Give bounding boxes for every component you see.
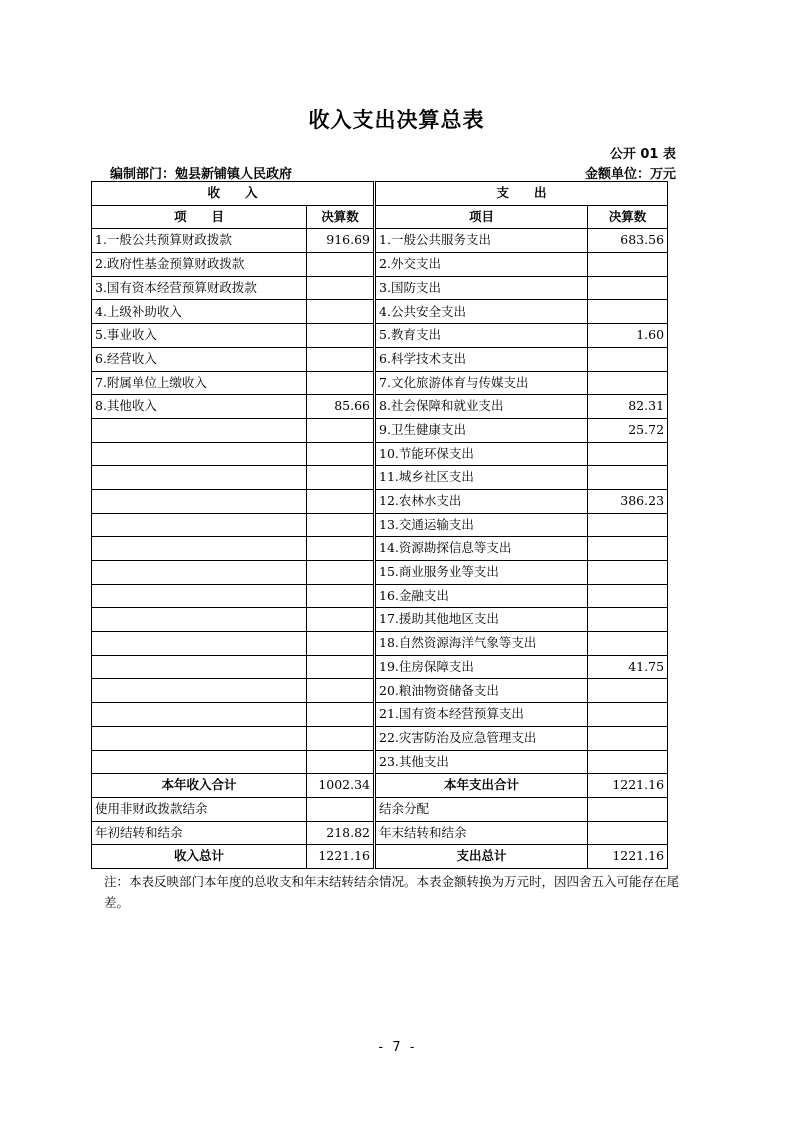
expense-item-cell: 6.科学技术支出 xyxy=(375,347,588,371)
expense-item-cell: 结余分配 xyxy=(375,797,588,821)
income-item-cell: 使用非财政拨款结余 xyxy=(92,797,307,821)
page-number: - 7 - xyxy=(376,1040,417,1055)
table-row xyxy=(92,845,668,869)
table-row xyxy=(92,632,668,656)
income-amount-cell: 1221.16 xyxy=(307,845,375,869)
table-row xyxy=(92,229,668,253)
income-amount-cell xyxy=(307,750,375,774)
expense-amount-cell xyxy=(588,537,668,561)
expense-item-cell: 3.国防支出 xyxy=(375,276,588,300)
expense-item-cell: 年末结转和结余 xyxy=(375,821,588,845)
expense-amount-cell xyxy=(588,300,668,324)
income-item-cell xyxy=(92,655,307,679)
expense-amount-cell xyxy=(588,466,668,490)
income-expense-table xyxy=(91,181,668,869)
expense-item-cell: 1.一般公共服务支出 xyxy=(375,229,588,253)
income-amount-cell xyxy=(307,489,375,513)
table-row xyxy=(92,726,668,750)
table-title: 收入支出决算总表 xyxy=(308,108,485,132)
income-amount-cell: 916.69 xyxy=(307,229,375,253)
income-item-cell: 2.政府性基金预算财政拨款 xyxy=(92,253,307,277)
table-row xyxy=(92,418,668,442)
expense-amount-cell xyxy=(588,797,668,821)
table-row xyxy=(92,489,668,513)
income-item-cell xyxy=(92,561,307,585)
income-item-cell xyxy=(92,466,307,490)
table-row xyxy=(92,679,668,703)
expense-amount-cell: 1221.16 xyxy=(588,774,668,798)
income-amount-header: 决算数 xyxy=(307,205,375,229)
form-number: 公开 01 表 xyxy=(609,147,676,162)
income-item-cell xyxy=(92,608,307,632)
income-amount-cell xyxy=(307,371,375,395)
table-row xyxy=(92,584,668,608)
income-amount-cell xyxy=(307,324,375,348)
income-amount-cell xyxy=(307,276,375,300)
expense-item-cell: 15.商业服务业等支出 xyxy=(375,561,588,585)
income-item-cell: 3.国有资本经营预算财政拨款 xyxy=(92,276,307,300)
income-item-cell: 5.事业收入 xyxy=(92,324,307,348)
expense-item-cell: 19.住房保障支出 xyxy=(375,655,588,679)
income-amount-cell xyxy=(307,418,375,442)
table-row xyxy=(92,347,668,371)
table-row xyxy=(92,395,668,419)
income-item-cell: 1.一般公共预算财政拨款 xyxy=(92,229,307,253)
expense-amount-cell xyxy=(588,276,668,300)
expense-item-cell: 13.交通运输支出 xyxy=(375,513,588,537)
expense-amount-cell: 25.72 xyxy=(588,418,668,442)
income-item-cell xyxy=(92,726,307,750)
expense-amount-cell xyxy=(588,821,668,845)
income-amount-cell: 85.66 xyxy=(307,395,375,419)
table-row xyxy=(92,442,668,466)
income-item-cell xyxy=(92,418,307,442)
table-row xyxy=(92,371,668,395)
expense-amount-cell xyxy=(588,561,668,585)
footnote: 注：本表反映部门本年度的总收支和年末结转结余情况。本表金额转换为万元时，因四舍五入可能存在尾差。 xyxy=(104,874,680,910)
table-row xyxy=(92,324,668,348)
table-row xyxy=(92,655,668,679)
expense-amount-cell xyxy=(588,371,668,395)
income-amount-cell xyxy=(307,797,375,821)
expense-item-cell: 20.粮油物资储备支出 xyxy=(375,679,588,703)
section-header-row xyxy=(92,182,668,206)
table-row xyxy=(92,797,668,821)
table-row xyxy=(92,276,668,300)
expense-amount-cell: 41.75 xyxy=(588,655,668,679)
income-item-cell: 7.附属单位上缴收入 xyxy=(92,371,307,395)
expense-amount-cell xyxy=(588,726,668,750)
income-amount-cell xyxy=(307,537,375,561)
income-amount-cell xyxy=(307,347,375,371)
income-item-cell: 收入总计 xyxy=(92,845,307,869)
income-item-cell xyxy=(92,489,307,513)
expense-item-cell: 10.节能环保支出 xyxy=(375,442,588,466)
expense-item-cell: 17.援助其他地区支出 xyxy=(375,608,588,632)
expense-item-cell: 8.社会保障和就业支出 xyxy=(375,395,588,419)
income-item-header: 项 目 xyxy=(92,205,307,229)
expense-item-cell: 16.金融支出 xyxy=(375,584,588,608)
expense-item-cell: 22.灾害防治及应急管理支出 xyxy=(375,726,588,750)
income-amount-cell xyxy=(307,466,375,490)
expense-amount-cell: 1221.16 xyxy=(588,845,668,869)
income-item-cell: 本年收入合计 xyxy=(92,774,307,798)
expense-item-cell: 4.公共安全支出 xyxy=(375,300,588,324)
expense-item-cell: 2.外交支出 xyxy=(375,253,588,277)
expense-amount-cell xyxy=(588,679,668,703)
income-amount-cell xyxy=(307,253,375,277)
income-item-cell: 6.经营收入 xyxy=(92,347,307,371)
income-amount-cell xyxy=(307,561,375,585)
expense-amount-cell xyxy=(588,347,668,371)
table-row xyxy=(92,513,668,537)
expense-amount-cell: 1.60 xyxy=(588,324,668,348)
expense-item-cell: 12.农林水支出 xyxy=(375,489,588,513)
income-item-cell xyxy=(92,537,307,561)
expense-section-header: 支 出 xyxy=(375,182,668,206)
income-item-cell: 4.上级补助收入 xyxy=(92,300,307,324)
income-item-cell xyxy=(92,513,307,537)
expense-item-cell: 11.城乡社区支出 xyxy=(375,466,588,490)
income-amount-cell xyxy=(307,584,375,608)
income-amount-cell: 1002.34 xyxy=(307,774,375,798)
income-amount-cell xyxy=(307,726,375,750)
expense-amount-cell xyxy=(588,442,668,466)
expense-amount-cell xyxy=(588,513,668,537)
department-label: 编制部门：勉县新铺镇人民政府 xyxy=(110,167,293,182)
expense-amount-cell xyxy=(588,703,668,727)
income-amount-cell xyxy=(307,679,375,703)
income-amount-cell xyxy=(307,703,375,727)
table-row xyxy=(92,821,668,845)
expense-item-cell: 9.卫生健康支出 xyxy=(375,418,588,442)
table-row xyxy=(92,561,668,585)
income-amount-cell: 218.82 xyxy=(307,821,375,845)
expense-item-cell: 支出总计 xyxy=(375,845,588,869)
income-item-cell xyxy=(92,703,307,727)
income-amount-cell xyxy=(307,655,375,679)
income-amount-cell xyxy=(307,513,375,537)
column-header-row xyxy=(92,205,668,229)
expense-item-cell: 7.文化旅游体育与传媒支出 xyxy=(375,371,588,395)
expense-amount-cell xyxy=(588,608,668,632)
income-item-cell xyxy=(92,584,307,608)
expense-amount-cell xyxy=(588,750,668,774)
income-amount-cell xyxy=(307,632,375,656)
expense-item-header: 项目 xyxy=(375,205,588,229)
income-item-cell xyxy=(92,679,307,703)
expense-item-cell: 18.自然资源海洋气象等支出 xyxy=(375,632,588,656)
amount-unit-label: 金额单位：万元 xyxy=(584,167,676,182)
table-row xyxy=(92,466,668,490)
income-amount-cell xyxy=(307,608,375,632)
table-row xyxy=(92,703,668,727)
table-row xyxy=(92,300,668,324)
income-item-cell: 8.其他收入 xyxy=(92,395,307,419)
income-section-header: 收 入 xyxy=(92,182,375,206)
expense-amount-cell xyxy=(588,584,668,608)
table-row xyxy=(92,774,668,798)
expense-amount-cell: 386.23 xyxy=(588,489,668,513)
expense-amount-cell: 82.31 xyxy=(588,395,668,419)
expense-item-cell: 5.教育支出 xyxy=(375,324,588,348)
expense-item-cell: 23.其他支出 xyxy=(375,750,588,774)
expense-amount-cell: 683.56 xyxy=(588,229,668,253)
table-row xyxy=(92,608,668,632)
expense-amount-cell xyxy=(588,253,668,277)
expense-item-cell: 本年支出合计 xyxy=(375,774,588,798)
expense-item-cell: 21.国有资本经营预算支出 xyxy=(375,703,588,727)
expense-amount-cell xyxy=(588,632,668,656)
table-row xyxy=(92,750,668,774)
table-row xyxy=(92,537,668,561)
expense-item-cell: 14.资源勘探信息等支出 xyxy=(375,537,588,561)
income-amount-cell xyxy=(307,300,375,324)
table-row xyxy=(92,253,668,277)
expense-amount-header: 决算数 xyxy=(588,205,668,229)
income-item-cell: 年初结转和结余 xyxy=(92,821,307,845)
income-item-cell xyxy=(92,632,307,656)
income-item-cell xyxy=(92,442,307,466)
income-amount-cell xyxy=(307,442,375,466)
income-item-cell xyxy=(92,750,307,774)
